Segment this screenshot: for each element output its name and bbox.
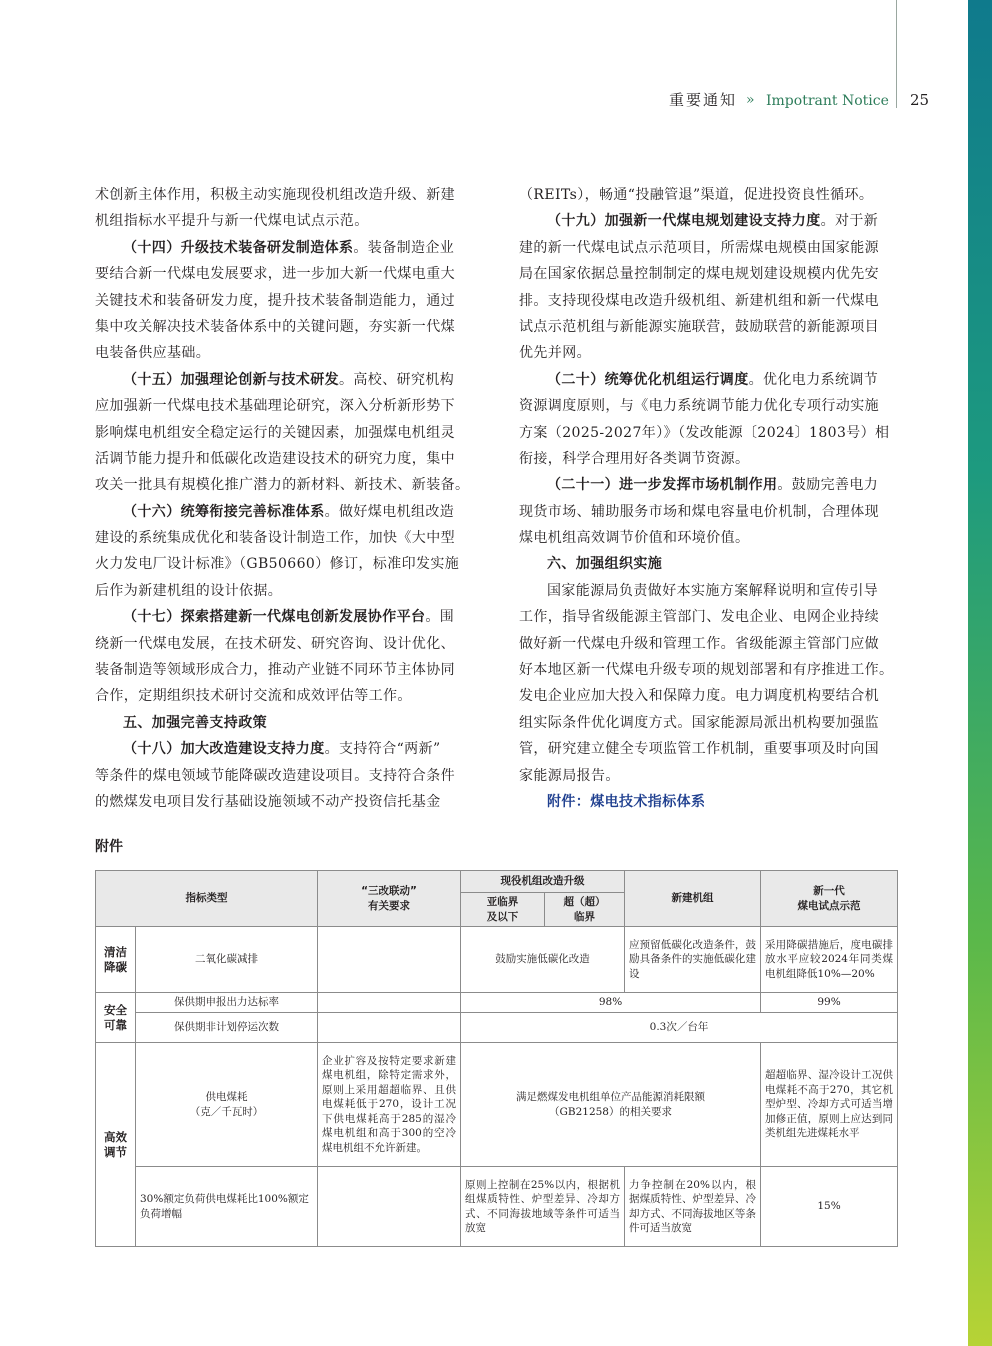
text-line [519,683,901,709]
text-line [519,604,901,630]
right-text-column [519,182,901,815]
body-text: 绕新一代煤电发展，在技术研发、研究咨询、设计优化、 [95,635,455,652]
body-text: 。鼓励完善电力 [777,477,879,494]
text-line [95,261,477,287]
text-line [95,182,477,208]
text-line [519,261,901,287]
body-text: 。优化电力系统调节 [748,371,879,388]
body-text: 建的新一代煤电试点示范项目，所需煤电规模由国家能源 [519,239,879,256]
cell-existing: 原则上控制在25%以内，根据机组煤质特性、炉型差异、冷却方式、不同海拔地域等条件可适当放宽 [461,1167,625,1247]
text-line [95,763,477,789]
category-safety: 安全 可靠 [96,993,136,1043]
text-line [519,736,901,762]
body-text: （REITs），畅通“投融管退”渠道，促进投资良性循环。 [519,187,874,203]
body-text: 后作为新建机组的设计依据。 [95,582,283,599]
body-text: 集中攻关解决技术装备体系中的关键问题，夯实新一代煤 [95,318,455,335]
body-text: 机组指标水平提升与新一代煤电试点示范。 [95,213,369,230]
body-text: 装备制造等领域形成合力，推动产业链不同环节主体协同 [95,662,455,679]
body-text: 合作，定期组织技术研讨交流和成效评估等工作。 [95,688,412,705]
text-line [95,578,477,604]
text-line [95,551,477,577]
subsection-title: （十六）统筹衔接完善标准体系 [123,503,325,520]
body-text: 应加强新一代煤电技术基础理论研究，深入分析新形势下 [95,398,455,415]
header-new-built: 新建机组 [625,871,761,927]
body-text: 发电企业应加大投入和保障力度。电力调度机构要结合机 [519,688,879,705]
cell-span-value: 0.3次／台年 [461,1013,898,1043]
section-title-en: Impotrant Notice [766,93,889,109]
subsection-title: （二十一）进一步发挥市场机制作用 [547,477,778,494]
attachment-link[interactable]: 附件：煤电技术指标体系 [547,793,706,810]
subsection-title: （十五）加强理论创新与技术研发 [123,371,339,388]
body-text: 排。支持现役煤电改造升级机组、新建机组和新一代煤电 [519,292,879,309]
cell-three-linkage: 企业扩容及按特定要求新建煤电机组，除特定需求外，原则上采用超超临界、且供电煤耗低于270，设计工况下供电煤耗高于285的湿冷煤电机组和高于300的空冷煤电机组不允许新建。 [318,1043,461,1167]
item-co2: 二氧化碳减排 [136,927,318,993]
text-line [519,525,901,551]
header-indicator-type: 指标类型 [96,871,318,927]
body-text: 。做好煤电机组改造 [324,503,455,520]
text-line [519,340,901,366]
text-line [95,340,477,366]
body-text: 。支持符合“两新” [324,741,441,758]
subsection-title: （十四）升级技术装备研发制造体系 [123,239,354,256]
subsection-title: （十七）探索搭建新一代煤电创新发展协作平台 [123,609,426,626]
text-line [95,420,477,446]
body-text: 煤电机组高效调节价值和环境价值。 [519,530,750,547]
section-title-cn: 重要通知 [669,91,738,109]
item-output-rate: 保供期申报出力达标率 [136,993,318,1013]
item-load-increase: 30%额定负荷供电煤耗比100%额定负荷增幅 [136,1167,318,1247]
double-chevron-icon: » [746,92,755,108]
body-text: 。围 [425,609,455,626]
body-text: 等条件的煤电领域节能降碳改造建设项目。支持符合条件 [95,767,455,784]
item-outage-count: 保供期非计划停运次数 [136,1013,318,1043]
body-text: 优先并网。 [519,345,591,362]
body-text: 火力发电厂设计标准》（GB50660）修订，标准印发实施 [95,556,460,573]
indicator-table [95,870,898,1247]
body-text: 建设的系统集成优化和装备设计制造工作，加快《大中型 [95,530,455,547]
body-text: 组实际条件优化调度方式。国家能源局派出机构要加强监 [519,714,879,731]
text-line [519,631,901,657]
text-line [519,235,901,261]
text-line [519,208,901,234]
text-line [519,578,901,604]
cell-span-value: 98% [461,993,761,1013]
body-text: 。高校、研究机构 [339,371,455,388]
text-line [95,710,477,736]
text-line [519,657,901,683]
text-line [519,288,901,314]
text-line [519,499,901,525]
category-efficiency: 高效 调节 [96,1043,136,1247]
text-line [519,393,901,419]
body-text: 国家能源局负责做好本实施方案解释说明和宣传引导 [547,582,879,599]
body-text: 要结合新一代煤电发展要求，进一步加大新一代煤电重大 [95,266,455,283]
text-line [519,182,901,208]
item-coal-consumption: 供电煤耗 （克／千瓦时） [136,1043,318,1167]
header-three-linkage: “三改联动” 有关要求 [318,871,461,927]
text-line [95,789,477,815]
text-line [519,420,901,446]
body-text: 资源调度原则，与《电力系统调节能力优化专项行动实施 [519,398,879,415]
table-row [96,1013,898,1043]
page-number: 25 [910,91,930,109]
attachment-label: 附件 [95,839,123,855]
body-text: 方案（2025-2027年）》（发改能源〔2024〕1803号）相 [519,424,890,441]
text-line [519,367,901,393]
cell-existing: 鼓励实施低碳化改造 [461,927,625,993]
body-text: 影响煤电机组安全稳定运行的关键因素，加强煤电机组灵 [95,424,455,441]
header-next-gen: 新一代 煤电试点示范 [761,871,898,927]
text-line [95,367,477,393]
text-line [95,499,477,525]
body-text: 。装备制造企业 [353,239,455,256]
body-text: 家能源局报告。 [519,767,620,784]
cell-span-value: 满足燃煤发电机组单位产品能源消耗限额 （GB21258）的相关要求 [461,1043,761,1167]
text-line [95,736,477,762]
body-text: 攻关一批具有規模化推广潜力的新材料、新技术、新装备。 [95,477,470,494]
page-header [660,88,960,112]
subsection-title: （二十）统筹优化机组运行调度 [547,371,749,388]
side-color-bar [968,0,992,1346]
text-line [95,683,477,709]
body-text: 做好新一代煤电升级和管理工作。省级能源主管部门应做 [519,635,879,652]
cell-new-built: 应预留低碳化改造条件，鼓励具备条件的实施低碳化建设 [625,927,761,993]
subsection-title: （十八）加大改造建设支持力度 [123,741,325,758]
table-row [96,993,898,1013]
cell-next-gen: 99% [761,993,898,1013]
body-text: 试点示范机组与新能源实施联营，鼓励联营的新能源项目 [519,318,879,335]
text-line [95,446,477,472]
body-text: 活调节能力提升和低碳化改造建设技术的研究力度，集中 [95,450,455,467]
cell-three-linkage [318,1167,461,1247]
cell-next-gen: 超超临界、湿冷设计工况供电煤耗不高于270，其它机型炉型、冷却方式可适当增加修正值，原则上应达到同类机组先进煤耗水平 [761,1043,898,1167]
table-row [96,1167,898,1247]
text-line [519,314,901,340]
text-line [95,525,477,551]
text-line [519,446,901,472]
body-text: 现货市场、辅助服务市场和煤电容量电价机制，合理体现 [519,503,879,520]
left-text-column [95,182,477,815]
body-text: 局在国家依据总量控制制定的煤电规划建设规模内优先安 [519,266,879,283]
subsection-title: （十九）加强新一代煤电规划建设支持力度 [547,213,821,230]
body-text: 电装备供应基础。 [95,345,211,362]
body-text: 工作，指导省级能源主管部门、发电企业、电网企业持续 [519,609,879,626]
body-text: 术创新主体作用，积极主动实施现役机组改造升级、新建 [95,187,455,203]
body-text: 。对于新 [820,213,879,230]
table-row [96,1043,898,1167]
body-text: 管，研究建立健全专项监管工作机制，重要事项及时向国 [519,741,879,758]
header-supercritical: 超（超） 临界 [545,893,625,927]
cell-next-gen: 15% [761,1167,898,1247]
text-line [95,235,477,261]
text-line [95,657,477,683]
body-text: 的燃煤发电项目发行基础设施领域不动产投资信托基金 [95,793,441,810]
text-line [519,789,901,815]
body-text: 衔接，科学合理用好各类调节资源。 [519,450,750,467]
text-line [519,710,901,736]
section-heading: 五、加强完善支持政策 [123,714,267,731]
cell-three-linkage [318,1013,461,1043]
text-line [519,763,901,789]
cell-next-gen: 采用降碳措施后，度电碳排放水平应较2024年同类煤电机组降低10%—20% [761,927,898,993]
text-line [95,314,477,340]
text-line [519,551,901,577]
text-line [95,472,477,498]
text-line [95,393,477,419]
category-clean: 清洁 降碳 [96,927,136,993]
header-existing-upgrade: 现役机组改造升级 [461,871,625,893]
table-row [96,927,898,993]
header-subcritical: 亚临界 及以下 [461,893,545,927]
cell-three-linkage [318,927,461,993]
text-line [95,288,477,314]
body-text: 好本地区新一代煤电升级专项的规划部署和有序推进工作。 [519,662,894,679]
body-text: 关键技术和装备研发力度，提升技术装备制造能力，通过 [95,292,455,309]
text-line [95,604,477,630]
cell-three-linkage [318,993,461,1013]
text-line [95,208,477,234]
text-line [519,472,901,498]
section-heading: 六、加强组织实施 [547,556,663,573]
cell-new-built: 力争控制在20%以内，根据煤质特性、炉型差异、冷却方式、不同海拔地区等条件可适当放宽 [625,1167,761,1247]
text-line [95,631,477,657]
